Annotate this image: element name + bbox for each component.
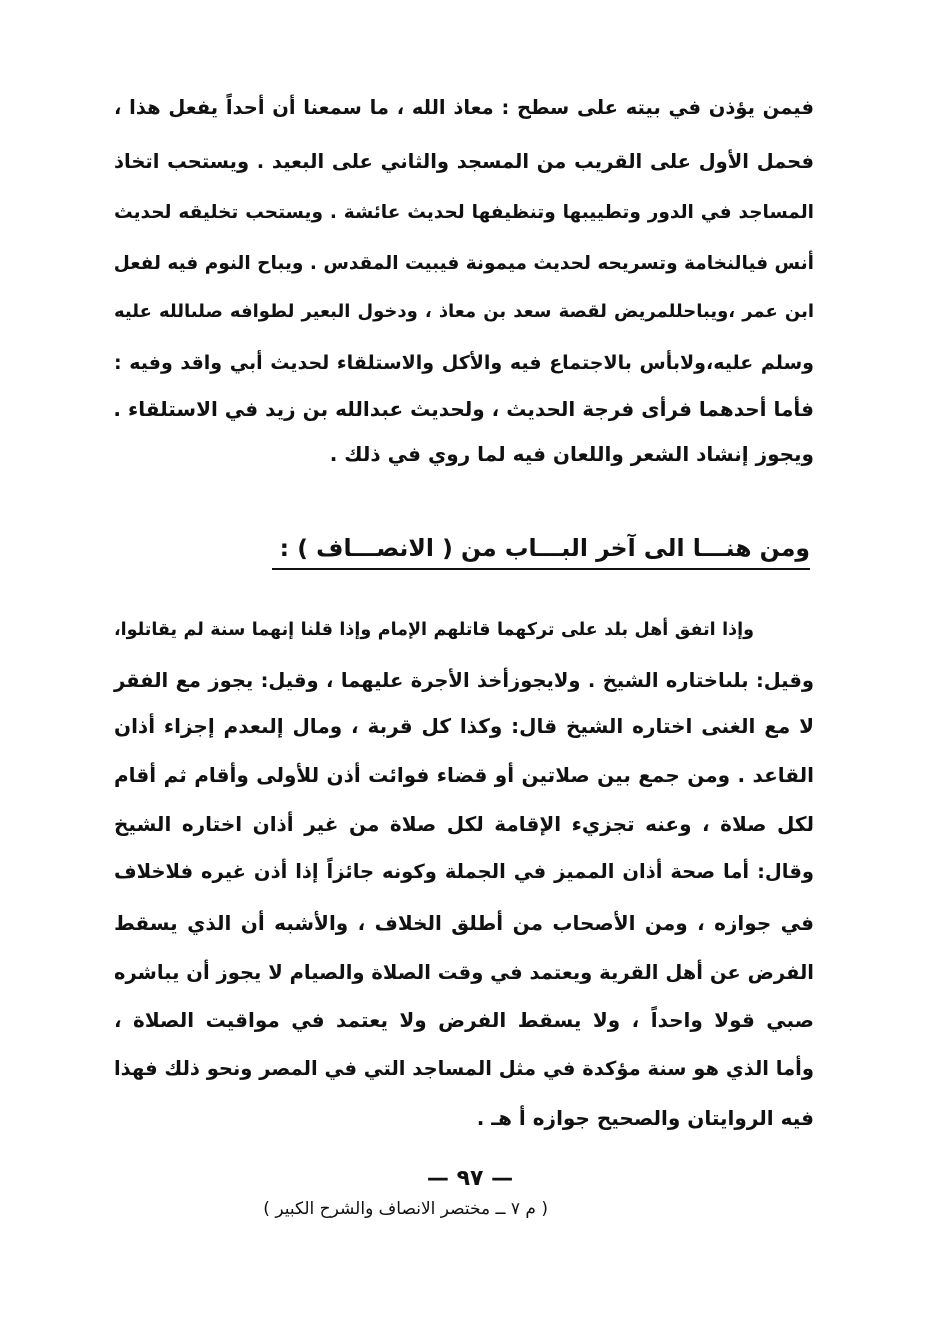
text-line: لكل صلاة ، وعنه تجزيء الإقامة لكل صلاة من غير أذان اختاره الشيخ [114, 812, 814, 836]
text-line: وأما الذي هو سنة مؤكدة في مثل المساجد التي في المصر ونحو ذلك فهذا [114, 1057, 814, 1080]
page-number: — ٩٧ — [426, 1166, 514, 1191]
text-line: فحمل الأول على القريب من المسجد والثاني على البعيد . ويستحب اتخاذ [114, 150, 814, 173]
text-line: وقال: أما صحة أذان المميز في الجملة وكونه جائزاً إذا أذن غيره فلاخلاف [114, 860, 814, 883]
text-line: وقيل: بلىاختاره الشيخ . ولايجوزأخذ الأجرة عليهما ، وقيل: يجوز مع الفقر [114, 669, 814, 692]
text-line: صبي قولا واحداً ، ولا يسقط الفرض ولا يعتمد في مواقيت الصلاة ، [114, 1008, 814, 1032]
text-line: وإذا اتفق أهل بلد على تركهما قاتلهم الإمام وإذا قلنا إنهما سنة لم يقاتلوا، [114, 620, 754, 640]
text-line: المساجد في الدور وتطييبها وتنظيفها لحديث عائشة . ويستحب تخليقه لحديث [114, 202, 814, 223]
text-line: ويجوز إنشاد الشعر واللعان فيه لما روي في ذلك . [329, 442, 814, 466]
printer-signature: ( م ٧ ــ مختصر الانصاف والشرح الكبير ) [263, 1199, 548, 1219]
text-line: في جوازه ، ومن الأصحاب من أطلق الخلاف ، والأشبه أن الذي يسقط [114, 911, 814, 935]
text-line: أنس فيالنخامة وتسريحه لحديث ميمونة فيبيت المقدس . ويباح النوم فيه لفعل [113, 253, 814, 274]
text-line: ابن عمر ،ويباحللمريض لقصة سعد بن معاذ ، ودخول البعير لطوافه صلىالله عليه [114, 301, 814, 322]
text-line: فأما أحدهما فرأى فرجة الحديث ، ولحديث عبدالله بن زيد في الاستلقاء . [113, 397, 814, 421]
text-line: القاعد . ومن جمع بين صلاتين أو قضاء فوائت أذن للأولى وأقام ثم أقام [114, 763, 814, 787]
text-line: الفرض عن أهل القرية ويعتمد في وقت الصلاة والصيام لا يجوز أن يباشره [114, 961, 814, 984]
text-line: فيمن يؤذن في بيته على سطح : معاذ الله ، ما سمعنا أن أحداً يفعل هذا ، [114, 96, 814, 119]
text-line: فيه الروايتان والصحيح جوازه أ هـ . [476, 1106, 814, 1130]
heading-underline [272, 568, 810, 570]
text-line: وسلم عليه،ولابأس بالاجتماع فيه والأكل والاستلقاء لحديث أبي واقد وفيه : [114, 352, 814, 374]
section-heading: ومن هنـــا الى آخر البـــاب من ( الانصـــاف ) : [279, 534, 810, 562]
text-line: لا مع الغنى اختاره الشيخ قال: وكذا كل قربة ، ومال إلىعدم إجزاء أذان [114, 714, 814, 738]
